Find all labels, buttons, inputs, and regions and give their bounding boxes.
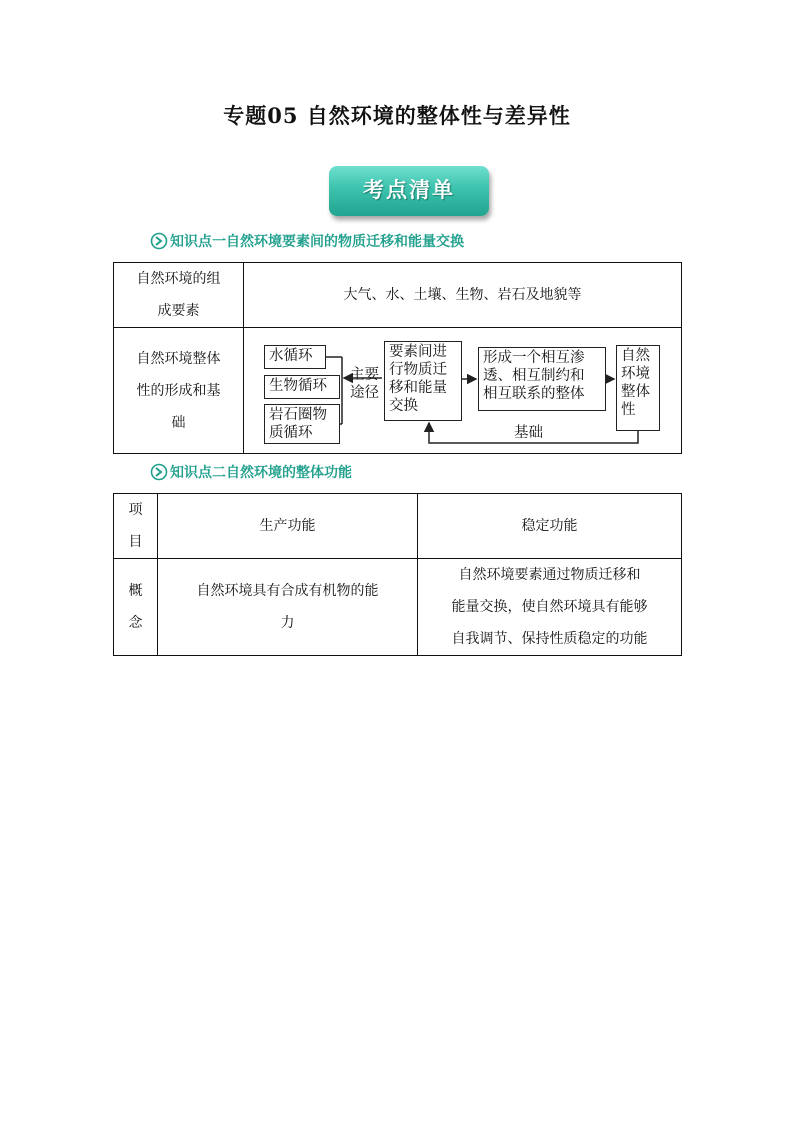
functions-table xyxy=(113,493,682,656)
col2-value xyxy=(418,559,682,656)
col1-header: 生产功能 xyxy=(158,494,418,559)
col2-value-line: 自然环境要素通过物质迁移和 xyxy=(458,567,641,583)
section1-heading-text: 知识点一自然环境要素间的物质迁移和能量交换 xyxy=(170,234,464,250)
row1-value: 大气、水、土壤、生物、岩石及地貌等 xyxy=(244,263,682,328)
header-label-line: 项 xyxy=(128,502,143,518)
section1-heading xyxy=(150,230,464,252)
result-line: 环境 xyxy=(621,365,650,382)
exchange-line: 要素间进 xyxy=(389,343,447,360)
exchange-line: 行物质迁 xyxy=(389,361,447,378)
path-label-line: 途径 xyxy=(350,384,379,401)
row2-diagram-cell xyxy=(244,328,682,454)
result-line: 自然 xyxy=(621,347,650,364)
circle-arrow-icon xyxy=(150,232,168,250)
table-row xyxy=(114,328,682,454)
path-label-line: 主要 xyxy=(350,366,379,383)
rock-cycle-line: 岩石圈物 xyxy=(269,406,327,423)
table-row xyxy=(114,559,682,656)
section2-heading-text: 知识点二自然环境的整体功能 xyxy=(170,465,352,481)
whole-line: 形成一个相互渗 xyxy=(483,349,585,366)
row-label xyxy=(114,559,158,656)
result-line: 性 xyxy=(621,401,636,418)
col2-value-line: 自我调节、保持性质稳定的功能 xyxy=(451,631,648,647)
exchange-line: 移和能量 xyxy=(389,379,447,396)
table-row xyxy=(114,494,682,559)
page-title: 专题05 自然环境的整体性与差异性 xyxy=(223,103,571,128)
water-cycle-box: 水循环 xyxy=(264,345,326,369)
row-label-line: 念 xyxy=(128,615,143,631)
circle-arrow-icon xyxy=(150,463,168,481)
diagram-arrows xyxy=(244,329,682,453)
rock-cycle-line: 质循环 xyxy=(269,424,313,441)
col2-header: 稳定功能 xyxy=(418,494,682,559)
elements-table xyxy=(113,262,682,454)
bio-cycle-box: 生物循环 xyxy=(264,375,340,399)
row2-label-line: 性的形成和基 xyxy=(136,382,221,399)
col1-value-line: 自然环境具有合成有机物的能 xyxy=(196,583,379,599)
table-row xyxy=(114,263,682,328)
whole-line: 相互联系的整体 xyxy=(483,385,585,402)
whole-line: 透、相互制约和 xyxy=(483,367,585,384)
row2-label-line: 础 xyxy=(171,414,186,431)
exchange-line: 交换 xyxy=(389,397,418,414)
row-label-line: 概 xyxy=(128,583,143,599)
col1-value xyxy=(158,559,418,656)
row1-label xyxy=(114,263,244,328)
row2-label xyxy=(114,328,244,454)
col2-value-line: 能量交换，使自然环境具有能够 xyxy=(451,599,648,615)
row2-label-line: 自然环境整体 xyxy=(136,350,221,367)
header-label xyxy=(114,494,158,559)
section-banner: 考点清单 xyxy=(329,166,489,216)
section2-heading xyxy=(150,461,352,483)
result-line: 整体 xyxy=(621,383,650,400)
row1-label-line: 成要素 xyxy=(157,303,200,319)
basis-label: 基础 xyxy=(514,424,543,441)
col1-value-line: 力 xyxy=(280,615,295,631)
header-label-line: 目 xyxy=(128,534,143,550)
integrity-diagram xyxy=(244,329,682,453)
row1-label-line: 自然环境的组 xyxy=(136,271,221,287)
